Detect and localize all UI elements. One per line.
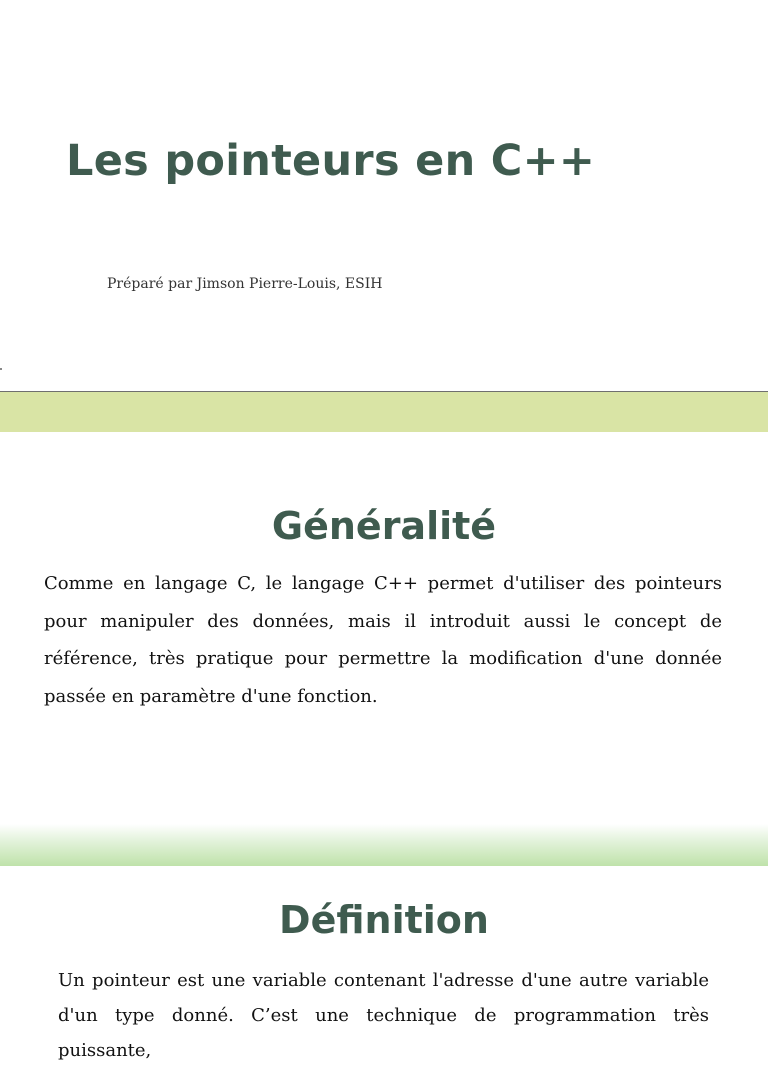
slide-mark (0, 368, 2, 370)
definition-slide (0, 866, 768, 1061)
definition-heading: Définition (279, 898, 489, 942)
slide-title: Les pointeurs en C++ (66, 136, 596, 186)
definition-paragraph: Un pointeur est une variable contenant l'adresse d'une autre variable d'un type donné. C’est une technique de programmation très puissante, (58, 970, 709, 1061)
generalite-heading: Généralité (271, 504, 497, 548)
generalite-slide (0, 432, 768, 824)
generalite-paragraph: Comme en langage C, le langage C++ permet d'utiliser des pointeurs pour manipuler des données, mais il introduit aussi le concept de référence, très pratique pour permettre la modification d'une donnée passée en paramètre d'une fonction. (44, 573, 722, 707)
slide-separator-gradient (0, 824, 768, 866)
title-slide (0, 0, 768, 392)
slide-separator-band (0, 392, 768, 432)
author-subtitle: Préparé par Jimson Pierre-Louis, ESIH (107, 276, 383, 292)
